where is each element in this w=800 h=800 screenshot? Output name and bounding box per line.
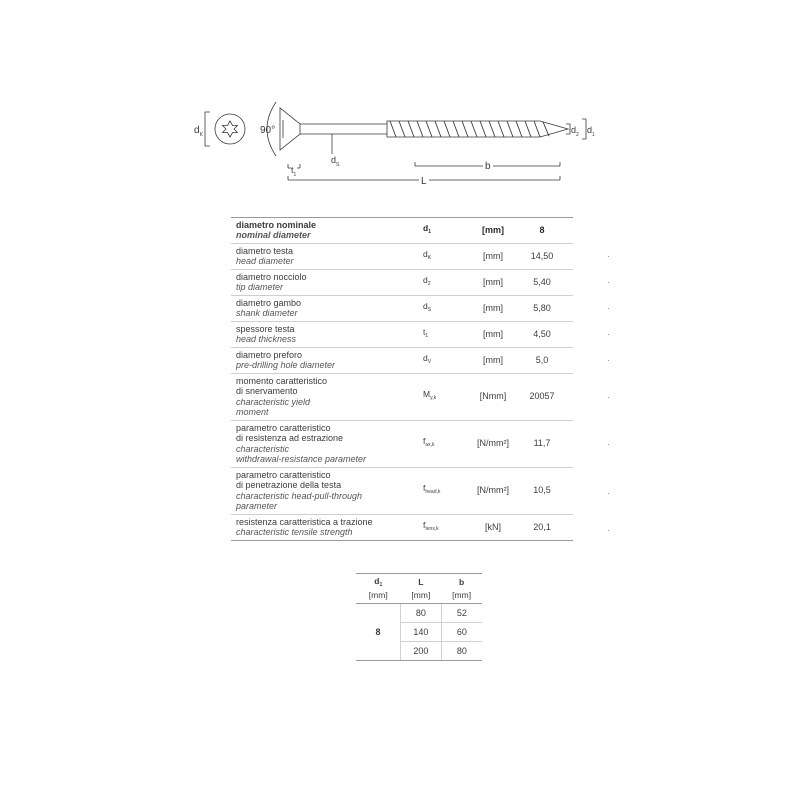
spec-label-en: characteristic head-pull-through	[236, 490, 363, 501]
thread-line	[543, 122, 549, 136]
thread-line	[399, 121, 405, 137]
spec-row-head-pull-through	[231, 468, 573, 515]
spec-label-en: characteristic tensile strength	[236, 527, 353, 537]
spec-label-it: diametro gambo	[236, 297, 302, 308]
dim-header-L: L	[401, 574, 442, 589]
spec-label-en: characteristic	[236, 443, 290, 454]
thread-line	[390, 121, 396, 137]
spec-unit: [Nmm]	[463, 374, 523, 421]
spec-label-it: diametro preforo	[236, 349, 303, 360]
b-label: b	[485, 161, 491, 172]
spec-value: 20057	[523, 374, 573, 421]
margin-dot	[608, 308, 609, 309]
spec-value: 5,0	[523, 348, 573, 374]
dim-header-d1: $d_1$	[356, 574, 401, 589]
spec-symbol: $d_V$	[406, 348, 463, 374]
margin-dot	[608, 334, 609, 335]
margin-dot	[608, 360, 609, 361]
spec-label-it: parametro caratteristico	[236, 469, 331, 480]
spec-row-pre-drilling-diameter	[231, 348, 573, 374]
thread-line	[480, 121, 486, 137]
spec-symbol: $t_1$	[406, 322, 463, 348]
spec-label-en-2: moment	[236, 407, 269, 417]
spec-row-head-thickness	[231, 322, 573, 348]
t1-dim	[288, 164, 300, 168]
spec-unit: [mm]	[463, 296, 523, 322]
margin-dot	[608, 530, 609, 531]
spec-symbol: $d_S$	[406, 296, 463, 322]
thread-line	[525, 121, 531, 137]
margin-dot	[608, 444, 609, 445]
ds-label: $d_S$	[331, 155, 340, 168]
spec-unit: [N/mm²]	[463, 421, 523, 468]
d1-bracket	[582, 119, 586, 139]
dim-L-value: 200	[401, 642, 442, 661]
spec-value: 10,5	[523, 468, 573, 515]
spec-symbol: $d_K$	[406, 244, 463, 270]
thread-line	[444, 121, 450, 137]
dim-d1-value: 8	[356, 604, 401, 661]
dim-unit-d1: [mm]	[356, 588, 401, 604]
spec-label-it: diametro nominale	[236, 219, 317, 230]
spec-row-tensile-strength	[231, 515, 573, 541]
spec-symbol: $f_{tens,k}$	[406, 515, 463, 541]
spec-label-it: momento caratteristico	[236, 375, 328, 386]
thread-line	[471, 121, 477, 137]
spec-row-head-diameter	[231, 244, 573, 270]
spec-label-en-2: withdrawal-resistance parameter	[236, 454, 367, 464]
head-circle	[215, 114, 245, 144]
spec-value: 11,7	[523, 421, 573, 468]
spec-unit: [mm]	[463, 218, 523, 244]
spec-row-tip-diameter	[231, 270, 573, 296]
dk-bracket	[205, 112, 210, 146]
margin-dot	[608, 397, 609, 398]
margin-dot	[608, 493, 609, 494]
dim-L-value: 140	[401, 623, 442, 642]
specifications-table	[231, 217, 573, 541]
spec-unit: [mm]	[463, 270, 523, 296]
dk-label: $d_K$	[194, 125, 203, 138]
d2-label: $d_2$	[571, 125, 579, 138]
thread-line	[507, 121, 513, 137]
spec-value: 4,50	[523, 322, 573, 348]
dim-b-value: 60	[441, 623, 482, 642]
spec-row-shank-diameter	[231, 296, 573, 322]
spec-row-yield-moment	[231, 374, 573, 421]
thread-line	[489, 121, 495, 137]
thread-line	[534, 121, 540, 137]
L-label: L	[421, 176, 427, 187]
dim-row	[356, 604, 482, 623]
margin-dot	[608, 256, 609, 257]
spec-symbol: $d_1$	[406, 218, 463, 244]
t1-label: $t_1$	[291, 165, 297, 178]
spec-unit: [mm]	[463, 348, 523, 374]
margin-dot	[608, 282, 609, 283]
spec-label-it-2: di penetrazione della testa	[236, 480, 342, 490]
spec-value: 5,80	[523, 296, 573, 322]
spec-value: 20,1	[523, 515, 573, 541]
spec-label-en: pre-drilling hole diameter	[236, 360, 336, 370]
torx-icon	[223, 121, 238, 137]
spec-label-it-2: di resistenza ad estrazione	[236, 433, 344, 443]
spec-label-en: tip diameter	[236, 282, 284, 292]
spec-label-it: diametro testa	[236, 245, 294, 256]
spec-unit: [kN]	[463, 515, 523, 541]
spec-unit: [N/mm²]	[463, 468, 523, 515]
thread-line	[408, 121, 414, 137]
spec-unit: [mm]	[463, 322, 523, 348]
d1-label: $d_1$	[587, 125, 595, 138]
dim-unit-L: [mm]	[401, 588, 442, 604]
thread-line	[435, 121, 441, 137]
dim-b-value: 52	[441, 604, 482, 623]
spec-value: 8	[523, 218, 573, 244]
dim-unit-b: [mm]	[441, 588, 482, 604]
spec-label-en: head diameter	[236, 256, 294, 266]
spec-symbol: $f_{ax,k}$	[406, 421, 463, 468]
spec-label-en: characteristic yield	[236, 396, 311, 407]
thread-line	[453, 121, 459, 137]
screw-technical-drawing	[190, 90, 610, 190]
spec-symbol: $M_{y,k}$	[406, 374, 463, 421]
dim-b-value: 80	[441, 642, 482, 661]
spec-value: 5,40	[523, 270, 573, 296]
spec-value: 14,50	[523, 244, 573, 270]
spec-label-en: shank diameter	[236, 308, 298, 318]
thread-line	[426, 121, 432, 137]
spec-label-it-2: di snervamento	[236, 386, 298, 396]
screw-shank	[300, 124, 387, 134]
screw-thread-outline	[387, 121, 568, 137]
spec-row-nominal-diameter	[231, 218, 573, 244]
spec-symbol: $f_{head,k}$	[406, 468, 463, 515]
angle-label: 90°	[260, 125, 276, 136]
spec-row-withdrawal-parameter	[231, 421, 573, 468]
spec-unit: [mm]	[463, 244, 523, 270]
thread-line	[498, 121, 504, 137]
dim-header-b: b	[441, 574, 482, 589]
spec-label-en: nominal diameter	[236, 230, 311, 240]
spec-label-en: head thickness	[236, 334, 297, 344]
dim-L-value: 80	[401, 604, 442, 623]
thread-line	[417, 121, 423, 137]
spec-label-it: spessore testa	[236, 323, 295, 334]
spec-label-it: parametro caratteristico	[236, 422, 331, 433]
dimensions-table	[356, 573, 482, 661]
spec-label-en-2: parameter	[236, 501, 278, 511]
thread-line	[462, 121, 468, 137]
spec-label-it: resistenza caratteristica a trazione	[236, 516, 373, 527]
spec-symbol: $d_2$	[406, 270, 463, 296]
thread-line	[516, 121, 522, 137]
spec-label-it: diametro nocciolo	[236, 271, 307, 282]
